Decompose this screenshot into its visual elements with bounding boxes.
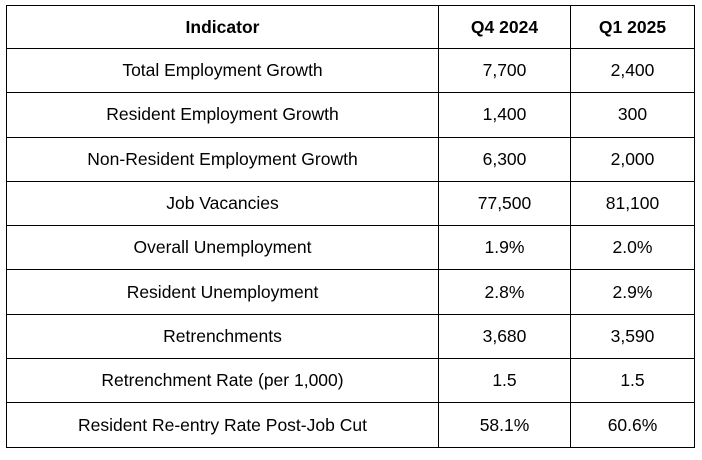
header-indicator: Indicator: [7, 6, 439, 49]
table-row: [7, 226, 695, 270]
q1-2025-cell: 60.6%: [571, 403, 695, 447]
q1-2025-cell: 1.5: [571, 359, 695, 403]
table-row: [7, 49, 695, 93]
table-row: [7, 181, 695, 225]
labour-market-indicators-table: [6, 5, 695, 448]
q4-2024-cell: 3,680: [439, 314, 571, 358]
header-q4-2024: Q4 2024: [439, 6, 571, 49]
indicator-table-container: [6, 5, 695, 448]
table-row: [7, 270, 695, 314]
table-row: [7, 137, 695, 181]
q4-2024-cell: 1.9%: [439, 226, 571, 270]
indicator-cell: Total Employment Growth: [7, 49, 439, 93]
q1-2025-cell: 2,000: [571, 137, 695, 181]
q4-2024-cell: 1.5: [439, 359, 571, 403]
indicator-cell: Non-Resident Employment Growth: [7, 137, 439, 181]
q1-2025-cell: 2.0%: [571, 226, 695, 270]
q1-2025-cell: 81,100: [571, 181, 695, 225]
q1-2025-cell: 3,590: [571, 314, 695, 358]
q4-2024-cell: 77,500: [439, 181, 571, 225]
table-row: [7, 403, 695, 447]
q1-2025-cell: 2.9%: [571, 270, 695, 314]
indicator-cell: Resident Unemployment: [7, 270, 439, 314]
indicator-cell: Retrenchment Rate (per 1,000): [7, 359, 439, 403]
q4-2024-cell: 2.8%: [439, 270, 571, 314]
table-row: [7, 314, 695, 358]
header-q1-2025: Q1 2025: [571, 6, 695, 49]
q4-2024-cell: 1,400: [439, 93, 571, 137]
table-header-row: [7, 6, 695, 49]
indicator-cell: Job Vacancies: [7, 181, 439, 225]
indicator-cell: Resident Re-entry Rate Post-Job Cut: [7, 403, 439, 447]
q1-2025-cell: 2,400: [571, 49, 695, 93]
q4-2024-cell: 6,300: [439, 137, 571, 181]
indicator-cell: Retrenchments: [7, 314, 439, 358]
indicator-cell: Resident Employment Growth: [7, 93, 439, 137]
table-row: [7, 93, 695, 137]
q4-2024-cell: 7,700: [439, 49, 571, 93]
table-row: [7, 359, 695, 403]
q1-2025-cell: 300: [571, 93, 695, 137]
indicator-cell: Overall Unemployment: [7, 226, 439, 270]
q4-2024-cell: 58.1%: [439, 403, 571, 447]
